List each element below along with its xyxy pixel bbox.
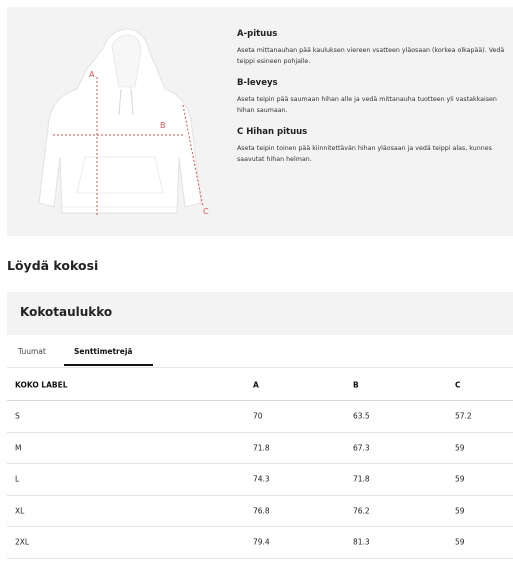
- column-header-b: B: [353, 380, 359, 390]
- tab-centimeters[interactable]: Senttimetrejä: [74, 347, 133, 356]
- measure-c-title: C Hihan pituus: [237, 127, 308, 137]
- a-value-cell: 70: [253, 411, 263, 421]
- b-value-cell: 76.2: [353, 506, 370, 516]
- measure-b-text: Aseta teipin pää saumaan hihan alle ja vedä mittanauha tuotteen yli vastakkaisen hihan saumaan.: [237, 96, 497, 114]
- a-value-cell: 71.8: [253, 443, 270, 453]
- b-value-cell: 71.8: [353, 474, 370, 484]
- table-row: [7, 464, 513, 496]
- b-value-cell: 63.5: [353, 411, 370, 421]
- measure-label-a: A: [89, 70, 95, 79]
- unit-tabs: [7, 340, 513, 368]
- c-value-cell: 57.2: [455, 411, 472, 421]
- tab-inches[interactable]: Tuumat: [18, 347, 46, 356]
- a-value-cell: 74.3: [253, 474, 270, 484]
- size-guide-panel: [7, 7, 513, 236]
- size-label-cell: L: [15, 474, 20, 484]
- size-label-cell: M: [15, 443, 22, 453]
- size-label-cell: XL: [15, 506, 25, 516]
- measure-a-title: A-pituus: [237, 29, 278, 39]
- c-value-cell: 59: [455, 506, 465, 516]
- table-header-row: [7, 370, 513, 401]
- size-table: [7, 370, 513, 559]
- c-value-cell: 59: [455, 474, 465, 484]
- column-header-size: KOKO LABEL: [15, 380, 68, 390]
- table-row: [7, 433, 513, 465]
- find-size-heading: Löydä kokosi: [7, 258, 99, 273]
- active-tab-indicator: [64, 364, 153, 366]
- column-header-a: A: [253, 380, 259, 390]
- measurement-instructions: [237, 29, 507, 176]
- measure-label-b: B: [160, 121, 166, 130]
- column-header-c: C: [455, 380, 461, 390]
- c-value-cell: 59: [455, 537, 465, 547]
- size-chart-title: Kokotaulukko: [20, 305, 113, 319]
- table-row: [7, 496, 513, 528]
- a-value-cell: 76.8: [253, 506, 270, 516]
- measure-c-text: Aseta teipin toinen pää kiinnitettävän hihan yläosaan ja vedä teippi alas, kunnes saavutat hihan helman.: [237, 145, 492, 163]
- size-chart-header: [7, 292, 513, 335]
- c-value-cell: 59: [455, 443, 465, 453]
- b-value-cell: 81.3: [353, 537, 370, 547]
- measure-a-text: Aseta mittanauhan pää kauluksen viereen vsatteen yläosaan (korkea olkapää). Vedä teippi esineen pohjalle.: [237, 47, 505, 65]
- size-label-cell: S: [15, 411, 20, 421]
- table-row: [7, 527, 513, 559]
- table-row: [7, 401, 513, 433]
- hoodie-illustration: [7, 7, 237, 236]
- measure-label-c: C: [203, 207, 209, 216]
- size-label-cell: 2XL: [15, 537, 30, 547]
- measure-b-title: B-leveys: [237, 78, 278, 88]
- b-value-cell: 67.3: [353, 443, 370, 453]
- a-value-cell: 79.4: [253, 537, 270, 547]
